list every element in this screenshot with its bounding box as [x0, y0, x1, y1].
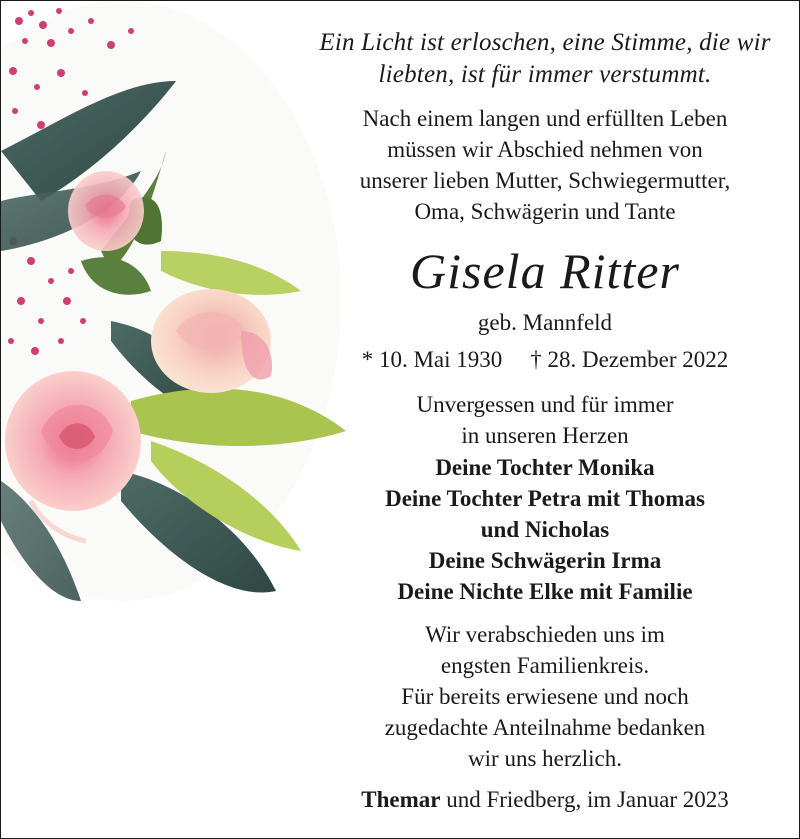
- death-date: † 28. Dezember 2022: [530, 347, 729, 372]
- rose-top: [68, 171, 144, 251]
- mourner-line: Deine Tochter Monika: [435, 455, 655, 480]
- mourner-line: Deine Tochter Petra mit Thomas: [385, 486, 705, 511]
- life-dates: [291, 344, 799, 375]
- farewell-notice: [291, 619, 799, 774]
- intro-line: Oma, Schwägerin und Tante: [414, 199, 676, 224]
- quote-line: Ein Licht ist erloschen, eine Stimme, die wir: [319, 29, 771, 56]
- notice-line: wir uns herzlich.: [468, 746, 622, 771]
- mourner-line: Deine Nichte Elke mit Familie: [397, 579, 693, 604]
- remembrance-text: [291, 389, 799, 451]
- mourners-list: [291, 452, 799, 607]
- memorial-quote: [291, 27, 799, 91]
- intro-line: Nach einem langen und erfüllten Leben: [362, 106, 728, 131]
- birth-date: * 10. Mai 1930: [361, 347, 503, 372]
- mourner-line: Deine Schwägerin Irma: [428, 548, 662, 573]
- quote-line: liebten, ist für immer verstummt.: [378, 61, 712, 88]
- notice-line: engsten Familienkreis.: [440, 653, 650, 678]
- place-date-rest: und Friedberg, im Januar 2023: [440, 787, 729, 812]
- notice-line: zugedachte Anteilnahme bedanken: [384, 715, 706, 740]
- notice-line: Wir verabschieden uns im: [425, 622, 665, 647]
- remembrance-line: Unvergessen und für immer: [416, 392, 674, 417]
- intro-line: müssen wir Abschied nehmen von: [387, 137, 703, 162]
- place-name: Themar: [361, 787, 441, 812]
- deceased-name: Gisela Ritter: [410, 243, 680, 299]
- maiden-name: geb. Mannfeld: [477, 310, 613, 335]
- notice-line: Für bereits erwiesene und noch: [401, 684, 689, 709]
- intro-line: unserer lieben Mutter, Schwiegermutter,: [359, 168, 731, 193]
- mourner-line: und Nicholas: [480, 517, 610, 542]
- intro-text: [291, 103, 799, 227]
- place-and-date: [291, 784, 799, 815]
- remembrance-line: in unseren Herzen: [461, 423, 629, 448]
